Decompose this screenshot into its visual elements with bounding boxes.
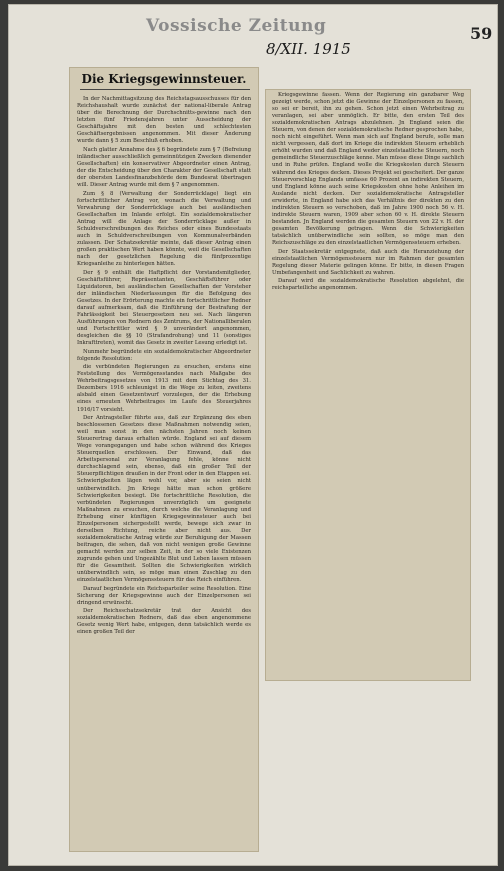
paragraph: Der Staatssekretär entgegnete, daß auch die Heranziehung der einzelstaatlichen Vermögenssteuern nur im Rahmen der gesamten Regelung dieser Materie gelingen könne. Er bitte, in diesen Fragen Umbefangenheit und Sachlichkeit zu wahren. [272,248,464,276]
paragraph: Darauf begründete ein Reichsparteiler seine Resolution. Eine Sicherung der Kriegsgewinne auch der Einzelpersonen sei dringend erwünscht. [77,585,251,606]
article-right-column [272,92,464,676]
headline-rule [80,89,250,90]
article-headline: Die Kriegsgewinnsteuer. [81,72,247,86]
article-left-column [77,96,251,846]
paragraph: Kriegsgewinne fassen. Wenn der Regierung ein ganzbarer Weg gezeigt werde, schon jetzt die Gewinne der Einzelpersonen zu fassen, so sei er bereit, ihn zu gehen. Schon jetzt einen Wehrbeitrag zu veranlagen, sei aber unmöglich. Er bitte, den ersten Teil des sozialdemokratischen Antrags abzulehnen. Jn England seien die Steuern, von denen der sozialdemokratische Redner gesprochen habe, noch nicht eingeführt. Wenn man sich auf England berufe, solle man nicht vergessen, daß dort im Kriege die indirekten Steuern erheblich erhöht wurden und daß England weder einzelstaatliche Steuern, noch gemeindliche Steuerzuschläge kenne. Man müsse diese Dinge sachlich und in Ruhe prüfen. England wolle die Kriegskosten durch Steuern während des Krieges decken. Dieses Projekt sei gescheitert. Der ganze Steuervorschlag Englands umfasse 60 Prozent an indirekten Steuern, und England könne auch seine Kriegskosten ohne hohe Anleihen im Auslande nicht decken. Der sozialdemokratische Antragsteller erwiderte, in England habe sich das Verhältnis der direkten zu den indirekten Steuern so verschoben, daß im Jahre 1900 noch 56 v. H. indirekte Steuern waren, 1909 aber schon 60 v. H. direkte Steuern bestanden. Jn England werden die gesamten Steuern von 22 v. H. der gesamten Bevölkerung getragen. Wenn die Schwierigkeiten tatsächlich unüberwindliche sein sollten, so möge man den Reichszuschläge zu den einzelstaatlichen Vermögenssteuern erheben. [272,92,464,246]
paragraph: Zum § 8 (Verwaltung der Sonderrücklage) liegt ein fortschrittlicher Antrag vor, wonach die Verwaltung und Verwahrung der Sonderrücklage auch bei ausländischen Gesellschaften im Inlande erfolgt. Ein sozialdemokratischer Antrag will die Anlage der Sonderrücklage außer in Schuldverschreibungen des Reiches oder eines Bundesstaats auch in Schuldverschreibungen von Kommunalverbänden zulassen. Der Schatzsekretär meinte, daß dieser Antrag einen großen praktischen Wert haben könnte, weil die Gesellschaften nach der gesetzlichen Regelung die fünfprozentige Kriegsanleihe zu hinterlegen hätten. [77,190,251,268]
paragraph: Der Antragsteller führte aus, daß zur Ergänzung des eben beschlossenen Gesetzes diese Maßnahmen notwendig seien, weil man sonst in den nächsten Jahren noch keinen Steuerertrag daraus erhalten würde. England sei auf diesem Wege vorangegangen und habe schon während des Krieges Steuerquellen erschlossen. Der Einwand, daß das Arbeitspersonal zur Veranlagung fehle, könne nicht durchschlagend sein, ebenso, daß ein großer Teil der Steuerpflichtigen draußen in der Front oder in den Etappen sei. Schwierigkeiten lägen wohl vor, aber sie seien nicht unüberwindlich. Jm Kriege hätte man schon größere Schwierigkeiten besiegt. Die fortschrittliche Resolution, die verbündeten Regierungen unverzüglich um geeignete Maßnahmen zu ersuchen, durch welche die Veranlagung und Erhebung einer künftigen Kriegsgewinnsteuer auch bei Einzelpersonen sichergestellt werde, bewege sich zwar in derselben Richtung, reiche aber nicht aus. Der sozialdemokratische Antrag würde zur Beruhigung der Massen beitragen, die sehen, daß von nicht wenigen große Gewinne gemacht werden zur selben Zeit, in der so viele Existenzen zugrunde gehen und Ungezählte Blut und Leben lassen müssen für die Gesamtheit. Sollten die Schwierigkeiten wirklich unüberwindlich sein, so möge man einen Zuschlag zu den einzelstaatlichen Vermögenssteuern für das Reich einführen. [77,415,251,584]
paragraph: Darauf wird die sozialdemokratische Resolution abgelehnt, die reichsparteiliche angenommen. [272,278,464,292]
handwritten-date: 8/XII. 1915 [266,40,351,58]
paragraph: In der Nachmittagsitzung des Reichstagsausschusses für den Reichshaushalt wurde zunächst der national-liberale Antrag über die Berechnung der Durchschnitts-gewinne nach den letzten fünf Friedensjahren unter Ausscheidung der Geschäftsjahre mit den besten und schlechtesten Geschäftsergebnissen angenommen. Mit dieser Änderung wurde dann § 5 zum Beschluß erhoben. [77,96,251,145]
paragraph: Nunmehr begründete ein sozialdemokratischer Abgeordneter folgende Resolution: [77,348,251,362]
paragraph: Nach glatter Annahme des § 6 begründete zum § 7 (Befreiung inländischer ausschließlich gemeinnützigen Zwecken dienender Gesellschaften) ein konservativer Abgeordneter einen Antrag, der die Entscheidung über den Charakter der Gesellschaft statt der obersten Landesfinanzbehörde dem Bundesrat übertragen will. Dieser Antrag wurde mit dem § 7 angenommen. [77,146,251,189]
paragraph: Der § 9 enthält die Haftpflicht der Vorstandsmitglieder, Geschäftsführer, Repräsentanten, Geschäftsführer oder Liquidatoren, bei ausländischen Gesellschaften der Vorsteher der inländischen Niederlassungen für die Befolgung des Gesetzes. In der Erörterung machte ein fortschrittlicher Redner darauf aufmerksam, daß die Einführung der Bestrafung der Fahrlässigkeit bei Steuergesetzen neu sei. Nach längeren Ausführungen von Rednern des Zentrums, der Nationalliberalen und Fortschrittler wird § 9 unverändert angenommen, desgleichen die §§ 10 (Strafandrohung) und 11 (sonstiges Inkrafttreten), womit das Gesetz in zweiter Lesung erledigt ist. [77,269,251,347]
paragraph: die verbündeten Regierungen zu ersuchen, erstens eine Feststellung des Vermögensstandes nach Maßgabe des Wehrbeitragsgesetzes von 1913 mit dem Stichtag des 31. Dezembers 1916 schleunigst in die Wege zu leiten, zweitens alsbald einen Gesetzentwurf vorzulegen, der die Erhebung eines erneuten Wehrbeitrages im Laufe des Steuerjahres 1916/17 vorsieht. [77,364,251,413]
page-number: 59 [470,24,493,43]
paragraph: Der Reichsschatzsekretär trat der Ansicht des sozialdemokratischen Redners, daß das eben angenommene Gesetz wenig Wert habe, entgegen, denn tatsächlich werde es einen großen Teil der [77,608,251,636]
newspaper-stamp: Vossische Zeitung [146,16,327,36]
